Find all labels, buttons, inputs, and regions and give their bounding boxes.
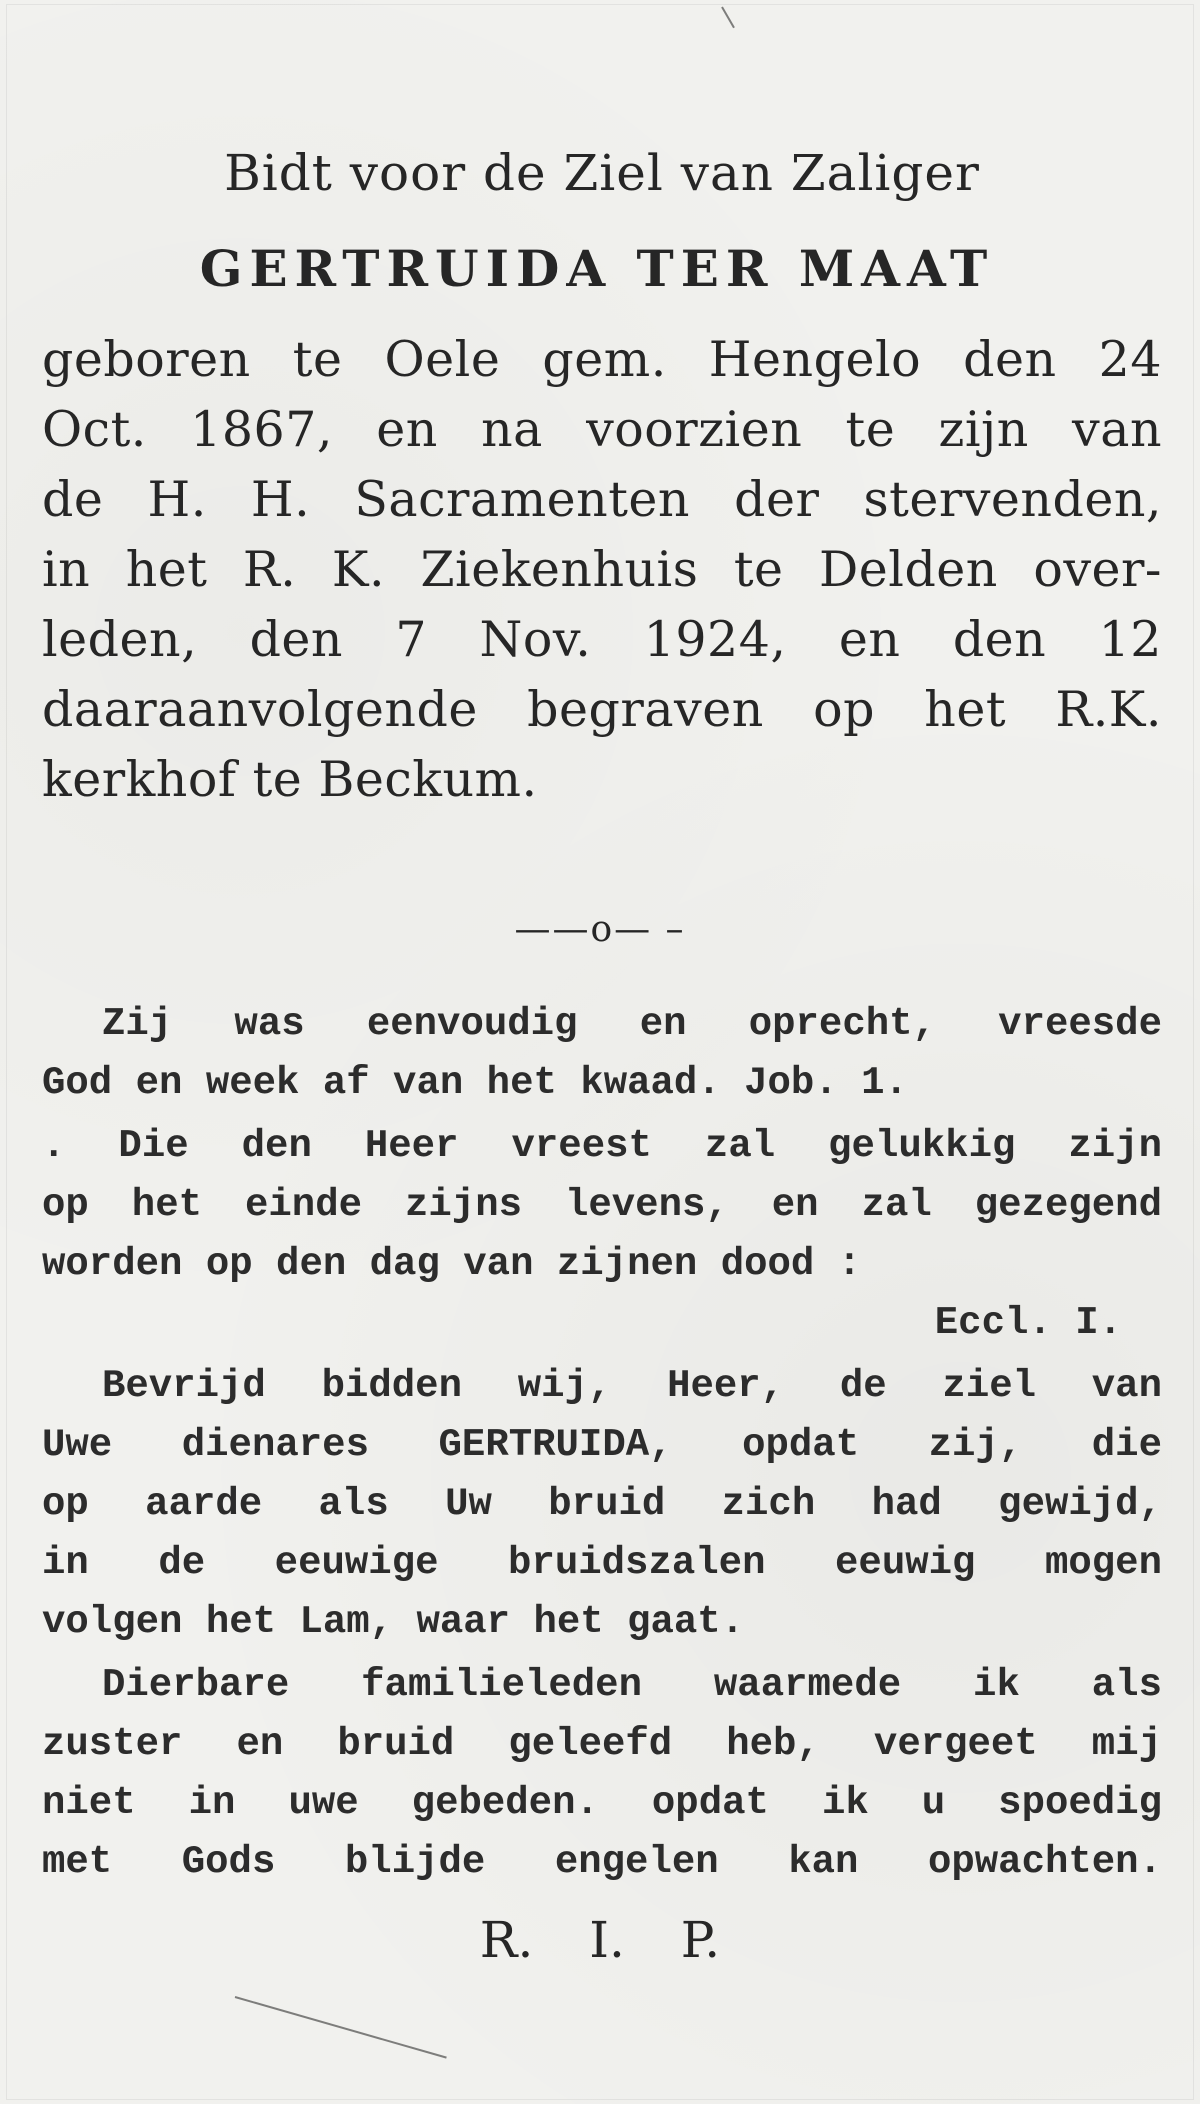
closing-rip: R. I. P. [479,1911,721,1969]
biography-paragraph [42,325,1162,815]
quote-line: God en week af van het kwaad. Job. 1. [42,1061,908,1105]
prayer-line: Bevrijd bidden wij, Heer, de ziel van [102,1364,1162,1408]
biography-line: daaraanvolgende begraven op het R.K. [42,681,1162,738]
prayer-line: op aarde als Uw bruid zich had gewijd, [42,1482,1162,1526]
prayer-line: volgen het Lam, waar het gaat. [42,1600,745,1644]
card-header-section [42,125,1162,815]
biography-line: in het R. K. Ziekenhuis te Delden over- [42,541,1162,598]
farewell-line: zuster en bruid geleefd heb, vergeet mij [42,1722,1162,1766]
quote-ecclesiasticus [42,1117,1162,1353]
quote-line: op het einde zijns levens, en zal gezegend [42,1183,1162,1227]
deceased-name: GERTRUIDA TER MAAT [199,239,995,298]
quote-line: . Die den Heer vreest zal gelukkig zijn [42,1124,1162,1168]
biography-line: geboren te Oele gem. Hengelo den 24 [42,331,1162,388]
quote-source: Eccl. I. [934,1301,1122,1345]
biography-line: kerkhof te Beckum. [42,751,538,808]
quote-line: Zij was eenvoudig en oprecht, vreesde [102,1002,1162,1046]
scratch-mark [235,1996,447,2059]
prayer-line: Uwe dienares GERTRUIDA, opdat zij, die [42,1423,1162,1467]
scripture-and-prayer-section [42,995,1162,1892]
prayer-paragraph [42,1357,1162,1652]
biography-line: leden, den 7 Nov. 1924, en den 12 [42,611,1162,668]
farewell-line: Dierbare familieleden waarmede ik als [102,1663,1162,1707]
farewell-line: niet in uwe gebeden. opdat ik u spoedig [42,1781,1162,1825]
section-divider: ——o— – [514,909,686,950]
biography-line: de H. H. Sacramenten der stervenden, [42,471,1162,528]
invocation-line: Bidt voor de Ziel van Zaliger [224,144,980,202]
prayer-line: in de eeuwige bruidszalen eeuwig mogen [42,1541,1162,1585]
scratch-mark [721,7,735,29]
farewell-paragraph [42,1656,1162,1892]
quote-line: worden op den dag van zijnen dood : [42,1242,862,1286]
farewell-line: met Gods blijde engelen kan opwachten. [42,1840,1162,1884]
biography-line: Oct. 1867, en na voorzien te zijn van [42,401,1162,458]
quote-job [42,995,1162,1113]
